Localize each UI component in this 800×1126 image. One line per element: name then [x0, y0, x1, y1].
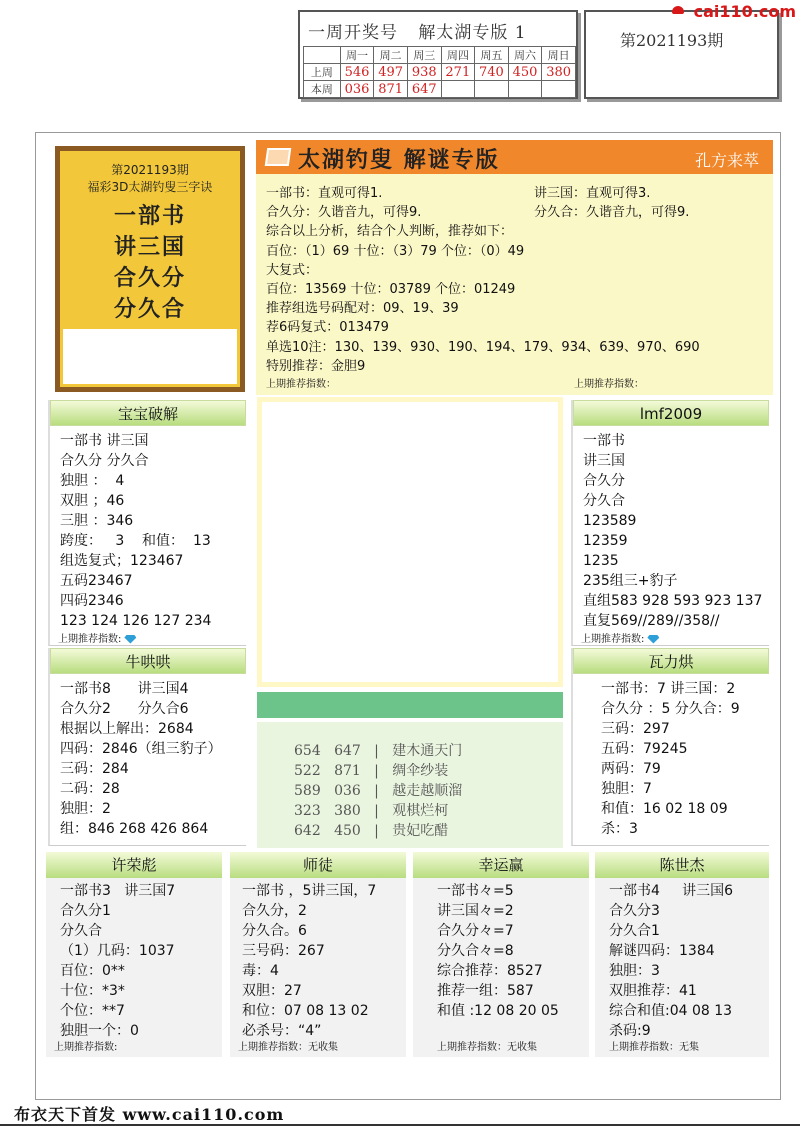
- card-title: 瓦力烘: [573, 648, 769, 674]
- poem-row: 522 871 | 绸伞纱装: [294, 763, 449, 779]
- formula-line: 一部书: [113, 203, 186, 229]
- recommend-index: 上期推荐指数:: [573, 630, 769, 645]
- site-logo[interactable]: [694, 2, 796, 21]
- formula-period: 第2021193期: [111, 163, 189, 177]
- formula-lines: [60, 201, 240, 325]
- card-walihong: [571, 648, 769, 846]
- draw-number: 450: [508, 64, 542, 81]
- card-title: 幸运赢: [413, 852, 589, 878]
- day-header: 周三: [407, 47, 441, 64]
- card-title: 师徒: [230, 852, 406, 878]
- analysis-row: 合久分：久谐音九，可得9. 分久合：久谐音九，可得9.: [266, 205, 690, 221]
- main-analysis-panel: [256, 140, 773, 395]
- draw-number: 871: [374, 81, 408, 98]
- analysis-row: 荐6码复式：013479: [266, 320, 389, 336]
- day-header: 周五: [475, 47, 509, 64]
- footer-brand: 布衣天下首发 www.cai110.com: [14, 1105, 285, 1124]
- formula-subtitle: 福彩3D太湖钓叟三字诀: [87, 180, 213, 194]
- analysis-row: 百位：13569 十位：03789 个位：01249: [266, 282, 516, 298]
- analysis-row: 单选10注：130、139、930、190、194、179、934、639、970、690: [266, 339, 700, 355]
- day-header: 周一: [340, 47, 374, 64]
- analysis-row: 百位：（1）69 十位：（3）79 个位：（0）49: [266, 243, 525, 259]
- week-draw-panel: [298, 10, 578, 99]
- recommend-index: 上期推荐指数：无收集: [230, 1041, 406, 1057]
- recommend-index: 上期推荐指数:: [46, 1041, 222, 1057]
- card-niuhonghong: [48, 648, 246, 846]
- poem-panel: [257, 722, 563, 848]
- recommend-index-label: 上期推荐指数：: [266, 379, 336, 390]
- formula-line: 讲三国: [113, 234, 186, 260]
- draw-number: 497: [374, 64, 408, 81]
- draw-number: [542, 81, 576, 98]
- analysis-row: 综合以上分析，结合个人判断，推荐如下：: [266, 224, 514, 240]
- card-shitu: [230, 852, 406, 1058]
- formula-blank-area: [63, 329, 237, 384]
- card-chenshijie: [595, 852, 769, 1058]
- last-week-row: [304, 64, 576, 81]
- analysis-row: 一部书：直观可得1. 讲三国：直观可得3.: [266, 186, 651, 201]
- week-subtitle-text: 解太湖专版 1: [418, 23, 527, 43]
- card-title: 宝宝破解: [50, 400, 246, 426]
- period-label: 第2021193期: [620, 31, 724, 50]
- period-panel: [584, 10, 779, 99]
- week-days-row: [304, 47, 576, 64]
- draw-number: 938: [407, 64, 441, 81]
- analysis-row: 特别推荐：金胆9: [266, 358, 366, 374]
- center-image-area: [257, 397, 563, 687]
- recommend-index: 上期推荐指数:: [50, 630, 246, 645]
- week-title: [308, 18, 541, 43]
- row-label: 上周: [304, 64, 341, 81]
- analysis-row: 推荐组选号码配对：09、19、39: [266, 301, 459, 317]
- card-body: 一部书 讲三国 合久分 分久合 独胆 ： 4 双胆 ；46 三胆 ：346 跨度： 3 和值： 13 组选复式；123467 五码23467 四码2346 123 124 126 127 234: [60, 433, 212, 629]
- draw-number: [475, 81, 509, 98]
- formula-line: 合久分: [113, 265, 186, 291]
- draw-number: 271: [441, 64, 475, 81]
- card-title: lmf2009: [573, 400, 769, 426]
- card-body: 一部书々=5 讲三国々=2 合久分々=7 分久合々=8 综合推荐：8527 推荐一组：587 和值 :12 08 20 05: [413, 878, 589, 1041]
- draw-number: [441, 81, 475, 98]
- week-title-text: 一周开奖号: [308, 23, 398, 43]
- this-week-row: [304, 81, 576, 98]
- card-body: 一部书 ，5讲三国，7 合久分，2 分久合。6 三号码：267 毒：4 双胆：27 和位：07 08 13 02 必杀号：“4”: [230, 878, 406, 1041]
- draw-number: 380: [542, 64, 576, 81]
- draw-number: 036: [340, 81, 374, 98]
- poem-header-bar: [257, 692, 563, 718]
- draw-number: 740: [475, 64, 509, 81]
- poem-row: 323 380 | 观棋烂柯: [294, 803, 449, 819]
- row-label: 本周: [304, 81, 341, 98]
- draw-number: 647: [407, 81, 441, 98]
- book-icon: [265, 148, 292, 166]
- day-header: 周六: [508, 47, 542, 64]
- poem-row: 642 450 | 贵妃吃醋: [294, 823, 449, 839]
- formula-card: [55, 146, 245, 392]
- draw-number: [508, 81, 542, 98]
- recommend-index-label: 上期推荐指数：: [574, 379, 644, 390]
- main-header: [256, 140, 773, 174]
- main-author: 孔方来萃: [694, 151, 759, 170]
- day-header: 周日: [542, 47, 576, 64]
- draw-number: 546: [340, 64, 374, 81]
- card-body: 一部书4 讲三国6 合久分3 分久合1 解谜四码：1384 独胆：3 双胆推荐：41 综合和值:04 08 13 杀码:9: [595, 878, 769, 1041]
- poem-row: 589 036 | 越走越顺溜: [294, 783, 463, 799]
- card-body: 一部书 讲三国 合久分 分久合 123589 12359 1235 235组三+豹子 直组583 928 593 923 137 直复569//289//358//: [583, 433, 763, 629]
- diamond-icon: [647, 635, 659, 644]
- analysis-row: 大复式：: [266, 262, 319, 278]
- main-body: [266, 184, 766, 376]
- card-title: 许荣彪: [46, 852, 222, 878]
- diamond-icon: [124, 635, 136, 644]
- card-body: 一部书8 讲三国4 合久分2 分久合6 根据以上解出：2684 四码：2846（组三豹子） 三码：284 二码：28 独胆：2 组：846 268 426 864: [60, 681, 222, 837]
- card-title: 牛哄哄: [50, 648, 246, 674]
- card-body: 一部书：7 讲三国：2 合久分 ：5 分久合：9 三码：297 五码：79245 两码：79 独胆：7 和值：16 02 18 09 杀：3: [601, 681, 740, 837]
- card-xingyunying: [413, 852, 589, 1058]
- card-body: 一部书3 讲三国7 合久分1 分久合 （1）几码：1037 百位：0** 十位：*3* 个位：**7 独胆一个：0: [46, 878, 222, 1041]
- card-lmf2009: [571, 400, 769, 646]
- day-header: 周四: [441, 47, 475, 64]
- week-draw-table: [303, 46, 576, 98]
- main-title: 太湖钓叟 解谜专版: [298, 147, 500, 173]
- poem-row: 654 647 | 建木通天门: [294, 743, 463, 759]
- card-title: 陈世杰: [595, 852, 769, 878]
- recommend-index: 上期推荐指数：无集: [595, 1041, 769, 1057]
- recommend-index: 上期推荐指数：无收集: [413, 1041, 589, 1057]
- site-logo-text: cai110.com: [693, 2, 796, 21]
- day-header: 周二: [374, 47, 408, 64]
- formula-line: 分久合: [113, 296, 186, 322]
- card-baobao: [48, 400, 246, 646]
- card-xurongbiao: [46, 852, 222, 1058]
- logo-icon: [672, 6, 684, 14]
